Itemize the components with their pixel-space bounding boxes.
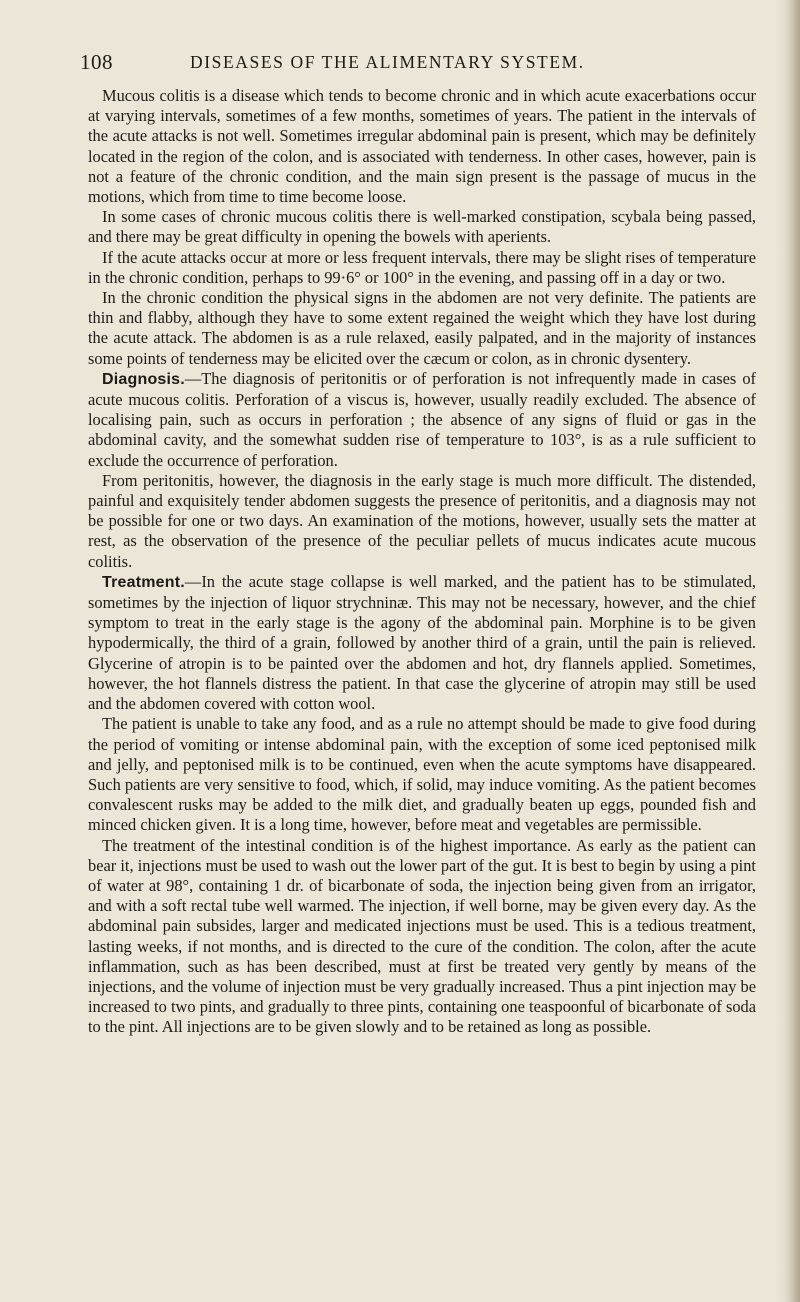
- page-edge-shadow: [786, 0, 800, 1302]
- page-number: 108: [80, 50, 113, 74]
- paragraph-text: —In the acute stage collapse is well marked, and the patient has to be stimulated, sometimes by the injection of liquor strychninæ. This may not be necessary, however, and the chief symptom to treat in the early stage is the agony of the abdominal pain. Morphine is to be given hypodermically, the third of a grain, followed by another third of a grain, until the pain is relieved. Glycerine of atropin is to be painted over the abdomen and hot, dry flannels applied. Sometimes, however, the hot flannels distress the patient. In that case the glycerine of atropin may still be used and the abdomen covered with cotton wool.: [88, 571, 756, 714]
- paragraph: The patient is unable to take any food, and as a rule no attempt should be made to give food during the period of vomiting or intense abdominal pain, with the exception of some iced peptonised milk and jelly, and peptonised milk is to be continued, even when the acute symptoms have disappeared. Such patients are very sensitive to food, which, if solid, may induce vomiting. As the patient becomes convalescent rusks may be added to the milk diet, and gradually beaten up eggs, pounded fish and minced chicken given. It is a long time, however, before meat and vegetables are permissible.: [88, 714, 756, 835]
- running-head: DISEASES OF THE ALIMENTARY SYSTEM.: [190, 52, 585, 72]
- paragraph: In some cases of chronic mucous colitis there is well-marked constipation, scybala being passed, and there may be great difficulty in opening the bowels with aperients.: [88, 207, 756, 247]
- body-text: [88, 86, 756, 1038]
- paragraph: The treatment of the intestinal condition is of the highest importance. As early as the patient can bear it, injections must be used to wash out the lower part of the gut. It is best to begin by using a pint of water at 98°, containing 1 dr. of bicarbonate of soda, the injection being given from an irrigator, and with a soft rectal tube well warmed. The injection, if well borne, may be given every day. As the abdominal pain subsides, larger and medicated injections must be used. This is a tedious treatment, lasting weeks, if not months, and is directed to the cure of the condition. The colon, after the acute inflammation, such as has been described, must at first be treated very gently by means of the injections, and the volume of injection must be very gradually increased. Thus a pint injection may be increased to two pints, and gradually to three pints, containing one teaspoonful of bicarbonate of soda to the pint. All injections are to be given slowly and to be retained as long as possible.: [88, 835, 756, 1037]
- paragraph-treatment: [88, 572, 756, 714]
- paragraph-diagnosis: [88, 369, 756, 471]
- paragraph: From peritonitis, however, the diagnosis in the early stage is much more difficult. The distended, painful and exquisitely tender abdomen suggests the presence of peritonitis, and a diagnosis may not be possible for one or two days. An examination of the motions, however, usually sets the matter at rest, as the observation of the presence of the peculiar pellets of mucus indicates acute mucous colitis.: [88, 470, 756, 571]
- treatment-heading: Treatment.: [102, 573, 185, 591]
- paragraph: If the acute attacks occur at more or less frequent intervals, there may be slight rises of temperature in the chronic condition, perhaps to 99·6° or 100° in the evening, and passing off in a day or two.: [88, 247, 756, 287]
- paragraph: Mucous colitis is a disease which tends to become chronic and in which acute exacerbations occur at varying intervals, sometimes of a few months, sometimes of years. The patient in the intervals of the acute attacks is not well. Sometimes irregular abdominal pain is present, which may be definitely located in the region of the colon, and is associated with tenderness. In other cases, however, pain is not a feature of the chronic condition, and the main sign present is the passage of mucus in the motions, which from time to time become loose.: [88, 86, 756, 207]
- paragraph-text: —The diagnosis of peritonitis or of perforation is not infrequently made in cases of acute mucous colitis. Perforation of a viscus is, however, usually readily excluded. The absence of localising pain, such as occurs in perforation ; the absence of any signs of fluid or gas in the abdominal cavity, and the somewhat sudden rise of temperature to 103°, is as a rule sufficient to exclude the occurrence of perforation.: [88, 368, 756, 470]
- diagnosis-heading: Diagnosis.: [102, 370, 185, 388]
- paragraph: In the chronic condition the physical signs in the abdomen are not very definite. The patients are thin and flabby, although they have to some extent regained the weight which they have lost during the acute attack. The abdomen is as a rule relaxed, easily palpated, and in the majority of instances some points of tenderness may be elicited over the cæcum or colon, as in chronic dysentery.: [88, 288, 756, 368]
- page-header: [80, 50, 740, 78]
